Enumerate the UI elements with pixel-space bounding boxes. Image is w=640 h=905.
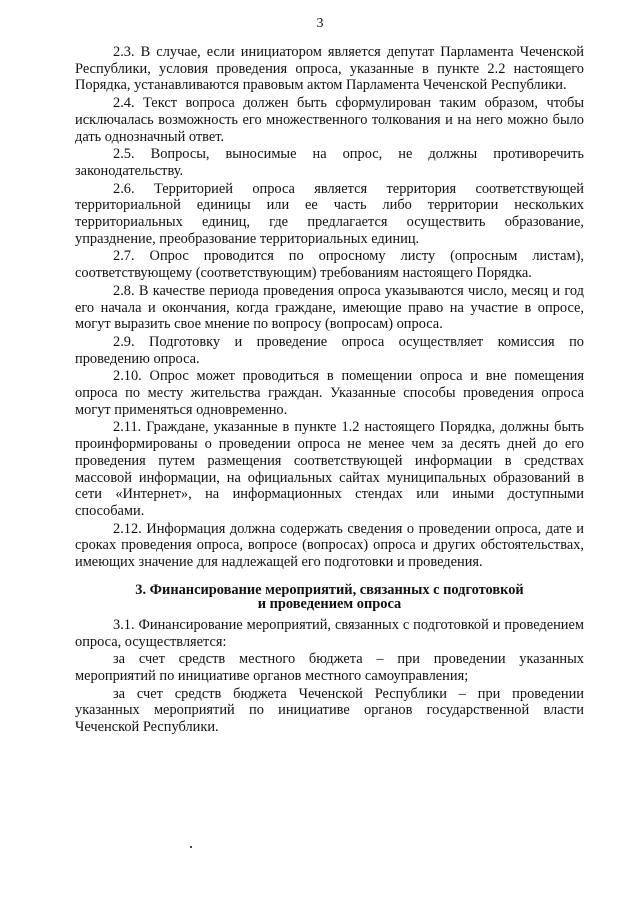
paragraph-2-5: 2.5. Вопросы, выносимые на опрос, не должны противоречить законодательству. bbox=[75, 146, 584, 179]
paragraph-2-4: 2.4. Текст вопроса должен быть сформулирован таким образом, чтобы исключалась возможность его множественного толкования и на него можно было дать однозначный ответ. bbox=[75, 95, 584, 145]
section-heading-line-1: 3. Финансирование мероприятий, связанных с подготовкой bbox=[135, 581, 524, 598]
paragraph-3-1: 3.1. Финансирование мероприятий, связанных с подготовкой и проведением опроса, осуществляется: bbox=[75, 616, 584, 650]
paragraph-republic-budget: за счет средств бюджета Чеченской Республики – при проведении указанных мероприятий по инициативе органов государственной власти Чеченской Республики. bbox=[75, 685, 584, 736]
section-heading-line-2: и проведением опроса bbox=[257, 595, 402, 612]
paragraph-2-7: 2.7. Опрос проводится по опросному листу (опросным листам), соответствующему (соответствующим) требованиям настоящего Порядка. bbox=[75, 248, 584, 282]
paragraph-2-9: 2.9. Подготовку и проведение опроса осуществляет комиссия по проведению опроса. bbox=[75, 333, 584, 367]
section-heading bbox=[75, 583, 584, 611]
document-body bbox=[75, 44, 584, 737]
paragraph-2-10: 2.10. Опрос может проводиться в помещении опроса и вне помещения опроса по месту жительства граждан. Указанные способы проведения опроса могут применяться одновременно. bbox=[75, 368, 584, 418]
paragraph-2-12: 2.12. Информация должна содержать сведения о проведении опроса, дате и сроках проведения опроса, вопросе (вопросах) опроса и других обстоятельствах, имеющих значение для надлежащей его подготовки и проведения. bbox=[75, 520, 584, 571]
page-number: 3 bbox=[316, 16, 324, 31]
paragraph-local-budget: за счет средств местного бюджета – при проведении указанных мероприятий по инициативе органов местного самоуправления; bbox=[75, 651, 584, 684]
paragraph-2-6: 2.6. Территорией опроса является территория соответствующей территориальной единицы или ее часть либо территории нескольких территориальных единиц, где предлагается осуществить образование, упразднение, преобразование территориальных единиц. bbox=[75, 180, 584, 247]
scan-dot-mark bbox=[190, 846, 192, 848]
paragraph-2-11: 2.11. Граждане, указанные в пункте 1.2 настоящего Порядка, должны быть проинформированы о проведении опроса не менее чем за десять дней до его проведения путем размещения соответствующей информации в средствах массовой информации, на официальных сайтах муниципальных образований в сети «Интернет», на информационных стендах или иными доступными способами. bbox=[75, 419, 584, 519]
paragraph-2-8: 2.8. В качестве периода проведения опроса указываются число, месяц и год его начала и окончания, когда граждане, имеющие право на участие в опросе, могут выразить свое мнение по вопросу (вопросам) опроса. bbox=[75, 282, 584, 333]
paragraph-2-3: 2.3. В случае, если инициатором является депутат Парламента Чеченской Республики, условия проведения опроса, указанные в пункте 2.2 настоящего Порядка, устанавливаются правовым актом Парламента Чеченской Республики. bbox=[75, 44, 584, 94]
